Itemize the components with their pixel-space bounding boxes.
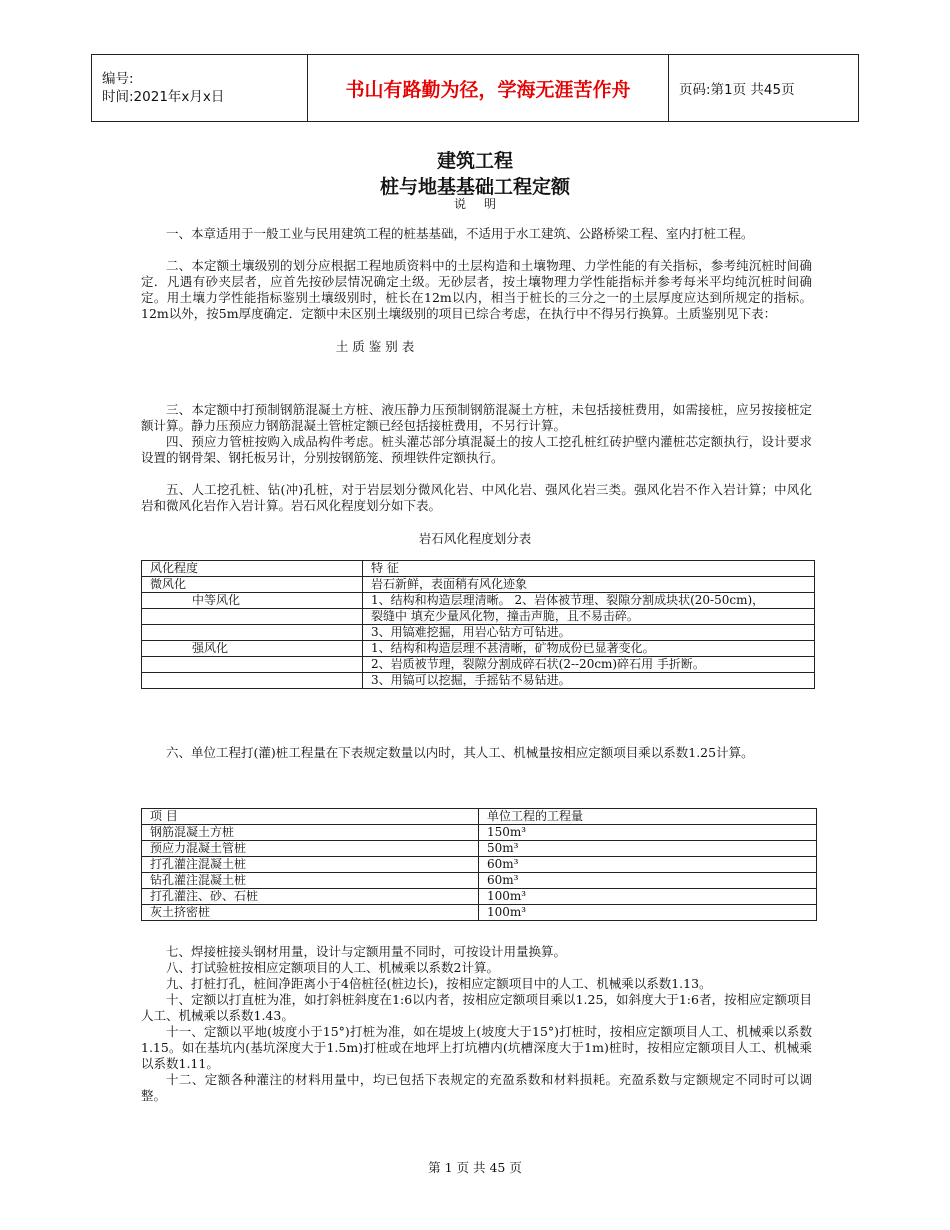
- table-header-cell: 风化程度: [142, 561, 363, 577]
- time-label: 时间:2021年x月x日: [102, 89, 225, 105]
- code-label: 编号:: [102, 71, 134, 87]
- table-cell: 60m³: [479, 873, 817, 889]
- subtitle: 说明: [453, 197, 514, 211]
- paragraph-5: 五、人工挖孔桩、钻(冲)孔桩，对于岩层划分微风化岩、中风化岩、强风化岩三类。强风化岩不作入岩计算；中风化岩和微风化岩作入岩计算。岩石风化程度划分如下表。: [141, 482, 812, 513]
- table-row: [142, 641, 815, 657]
- paragraph-11: 十一、定额以平地(坡度小于15°)打桩为准，如在堤坡上(坡度大于15°)打桩时，按相应定额项目人工、机械乘以系数1.15。如在基坑内(基坑深度大于1.5m)打桩或在地坪上打坑槽内(坑槽深度大于1m)桩时，按相应定额项目人工、机械乘以系数1.11。: [141, 1024, 812, 1071]
- title-line-1: 建筑工程: [436, 150, 513, 172]
- table-row: [142, 593, 815, 609]
- table-row: [142, 825, 817, 841]
- table-row: [142, 857, 817, 873]
- table-row: [142, 841, 817, 857]
- paragraph-6: 六、单位工程打(灌)桩工程量在下表规定数量以内时，其人工、机械量按相应定额项目乘以系数1.25计算。: [166, 745, 754, 760]
- paragraph-10: 十、定额以打直桩为准，如打斜桩斜度在1:6以内者，按相应定额项目乘以1.25，如斜度大于1:6者，按相应定额项目人工、机械乘以系数1.43。: [141, 992, 812, 1023]
- paragraph-4: 四、预应力管桩按购入成品构件考虑。桩头灌芯部分填混凝土的按人工挖孔桩红砖护壁内灌桩芯定额执行，设计要求设置的钢骨架、钢托板另计，分别按钢筋笼、预埋铁件定额执行。: [141, 434, 812, 465]
- table-row: [142, 673, 815, 689]
- table-cell: 50m³: [479, 841, 817, 857]
- table-cell: 中等风化: [142, 593, 363, 609]
- motto: 书山有路勤为径，学海无涯苦作舟: [308, 55, 669, 122]
- rock-weathering-table: [141, 560, 815, 689]
- paragraph-2: 二、本定额土壤级别的划分应根据工程地质资料中的土层构造和土壤物理、力学性能的有关指标，参考纯沉桩时间确定．凡遇有砂夹层者，应首先按砂层情况确定土级。无砂层者，按土壤物理力学性能指标并参考每米平均纯沉桩时间确定。用土壤力学性能指标鉴别土壤级别时，桩长在12m以内，相当于桩长的三分之一的土层厚度应达到所规定的指标。12m以外，按5m厚度确定．定额中未区别土壤级别的项目已综合考虑，在执行中不得另行换算。土质鉴别见下表：: [141, 258, 812, 321]
- soil-table-caption: 土 质 鉴 别 表: [335, 339, 415, 354]
- table-cell: 100m³: [479, 889, 817, 905]
- table-row: [142, 625, 815, 641]
- table-row: [142, 657, 815, 673]
- table-row: [142, 609, 815, 625]
- page-footer: 第 1 页 共 45 页: [428, 1160, 522, 1175]
- table-cell: 3、用镐难挖掘，用岩心钻方可钻进。: [363, 625, 815, 641]
- table-cell: 微风化: [142, 577, 363, 593]
- header-table: [91, 54, 859, 122]
- quantity-table: [141, 808, 817, 921]
- rock-table-caption: 岩石风化程度划分表: [418, 531, 532, 546]
- table-cell: 灰土挤密桩: [142, 905, 479, 921]
- table-header-row: [142, 561, 815, 577]
- table-cell: [142, 609, 363, 625]
- table-cell: 60m³: [479, 857, 817, 873]
- table-cell: 强风化: [142, 641, 363, 657]
- table-cell: 钻孔灌注混凝土桩: [142, 873, 479, 889]
- paragraph-12: 十二、定额各种灌注的材料用量中，均已包括下表规定的充盈系数和材料损耗。充盈系数与定额规定不同时可以调整。: [141, 1072, 812, 1103]
- table-cell: [142, 657, 363, 673]
- header-meta: [92, 55, 308, 122]
- table-header-cell: 单位工程的工程量: [479, 809, 817, 825]
- table-cell: 3、用镐可以挖掘，手摇钻不易钻进。: [363, 673, 815, 689]
- paragraph-1: 一、本章适用于一般工业与民用建筑工程的桩基基础，不适用于水工建筑、公路桥梁工程、室内打桩工程。: [166, 226, 754, 241]
- title-line-2: 桩与地基基础工程定额: [379, 176, 570, 198]
- paragraph-9: 九、打桩打孔，桩间净距离小于4倍桩径(桩边长)，按相应定额项目中的人工、机械乘以系数1.13。: [166, 976, 712, 991]
- page-info: 页码:第1页 共45页: [669, 55, 859, 122]
- table-header-row: [142, 809, 817, 825]
- table-row: [142, 889, 817, 905]
- table-cell: 打孔灌注混凝土桩: [142, 857, 479, 873]
- table-cell: 2、岩质被节理，裂隙分割成碎石状(2--20cm)碎石用 手折断。: [363, 657, 815, 673]
- table-cell: 1、结构和构造层理不甚清晰，矿物成份已显著变化。: [363, 641, 815, 657]
- paragraph-8: 八、打试验桩按相应定额项目的人工、机械乘以系数2计算。: [166, 960, 499, 975]
- paragraph-7: 七、焊接桩接头钢材用量，设计与定额用量不同时，可按设计用量换算。: [166, 944, 567, 959]
- table-cell: 预应力混凝土管桩: [142, 841, 479, 857]
- paragraph-3: 三、本定额中打预制钢筋混凝土方桩、液压静力压预制钢筋混凝土方桩，未包括接桩费用，如需接桩，应另按接桩定额计算。静力压预应力钢筋混凝土管桩定额已经包括接桩费用，不另行计算。: [141, 402, 812, 433]
- table-cell: 100m³: [479, 905, 817, 921]
- table-cell: 1、结构和构造层理清晰。 2、岩体被节理、裂隙分割成块状(20-50cm)，: [363, 593, 815, 609]
- table-cell: 打孔灌注、砂、石桩: [142, 889, 479, 905]
- table-cell: 150m³: [479, 825, 817, 841]
- table-row: [142, 905, 817, 921]
- table-cell: [142, 625, 363, 641]
- table-header-cell: 特 征: [363, 561, 815, 577]
- table-cell: [142, 673, 363, 689]
- table-header-cell: 项 目: [142, 809, 479, 825]
- table-cell: 裂缝中 填充少量风化物，撞击声脆，且不易击碎。: [363, 609, 815, 625]
- table-row: [142, 873, 817, 889]
- table-row: [142, 577, 815, 593]
- table-cell: 钢筋混凝土方桩: [142, 825, 479, 841]
- table-cell: 岩石新鲜，表面稍有风化迹象: [363, 577, 815, 593]
